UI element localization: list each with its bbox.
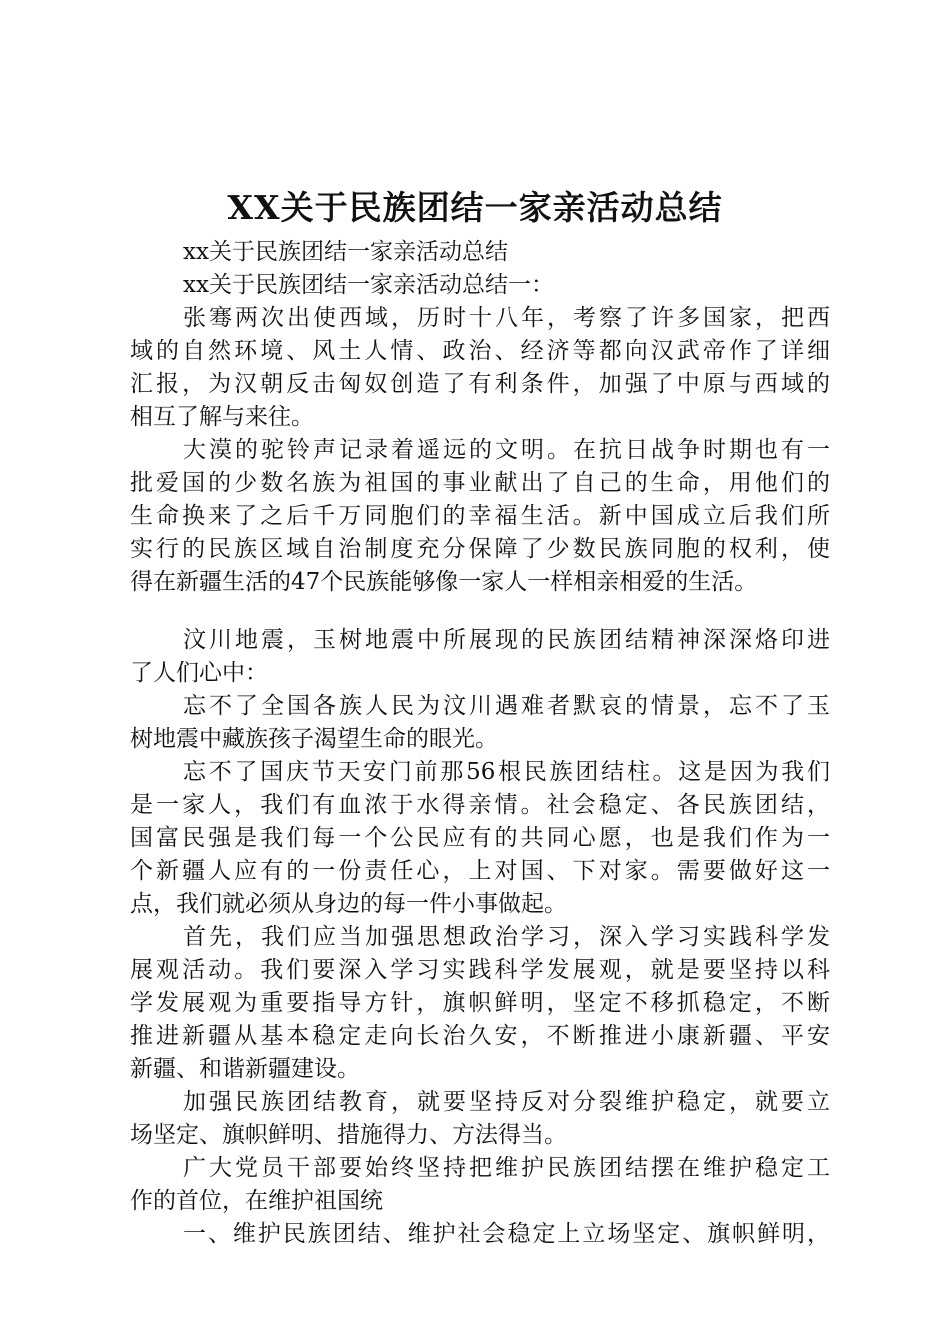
text-line: 新疆、和谐新疆建设。 <box>130 1056 360 1082</box>
text-line: 加强民族团结教育，就要坚持反对分裂维护稳定，就要立 <box>183 1089 830 1115</box>
text-line: 张骞两次出使西域，历时十八年，考察了许多国家，把西 <box>183 305 830 331</box>
text-line: xx关于民族团结一家亲活动总结 <box>183 239 508 265</box>
text-line: 场坚定、旗帜鲜明、措施得力、方法得当。 <box>130 1122 567 1148</box>
text-line: 国富民强是我们每一个公民应有的共同心愿，也是我们作为一 <box>130 825 830 851</box>
text-line: 得在新疆生活的47个民族能够像一家人一样相亲相爱的生活。 <box>130 569 758 595</box>
text-line: 大漠的驼铃声记录着遥远的文明。在抗日战争时期也有一 <box>183 437 830 463</box>
text-line: 汇报，为汉朝反击匈奴创造了有利条件，加强了中原与西域的 <box>130 371 830 397</box>
text-line: 域的自然环境、风土人情、政治、经济等都向汉武帝作了详细 <box>130 338 830 364</box>
document-title: XX关于民族团结一家亲活动总结 <box>227 188 723 227</box>
text-line: 树地震中藏族孩子渴望生命的眼光。 <box>130 726 498 752</box>
text-line: 一、维护民族团结、维护社会稳定上立场坚定、旗帜鲜明， <box>183 1221 830 1247</box>
text-line: 实行的民族区域自治制度充分保障了少数民族同胞的权利，使 <box>130 536 830 562</box>
text-line: 首先，我们应当加强思想政治学习，深入学习实践科学发 <box>183 924 830 950</box>
text-line: 忘不了国庆节天安门前那56根民族团结柱。这是因为我们 <box>183 759 830 785</box>
text-line: 相互了解与来往。 <box>130 404 314 430</box>
text-line: 汶川地震，玉树地震中所展现的民族团结精神深深烙印进 <box>183 627 830 653</box>
text-line: xx关于民族团结一家亲活动总结一： <box>183 272 554 298</box>
paragraph-spacer <box>130 599 830 624</box>
text-line: 了人们心中： <box>130 660 268 686</box>
text-line: 作的首位，在维护祖国统 <box>130 1188 383 1214</box>
text-line: 忘不了全国各族人民为汶川遇难者默哀的情景，忘不了玉 <box>183 693 830 719</box>
text-line: 广大党员干部要始终坚持把维护民族团结摆在维护稳定工 <box>183 1155 830 1181</box>
text-line: 是一家人，我们有血浓于水得亲情。社会稳定、各民族团结， <box>130 792 830 818</box>
text-line: 学发展观为重要指导方针，旗帜鲜明，坚定不移抓稳定，不断 <box>130 990 830 1016</box>
text-line: 生命换来了之后千万同胞们的幸福生活。新中国成立后我们所 <box>130 503 830 529</box>
document-body <box>130 236 830 1251</box>
text-line: 点，我们就必须从身边的每一件小事做起。 <box>130 891 567 917</box>
text-line: 批爱国的少数名族为祖国的事业献出了自己的生命，用他们的 <box>130 470 830 496</box>
text-line: 个新疆人应有的一份责任心，上对国、下对家。需要做好这一 <box>130 858 830 884</box>
text-line: 展观活动。我们要深入学习实践科学发展观，就是要坚持以科 <box>130 957 830 983</box>
text-line: 推进新疆从基本稳定走向长治久安，不断推进小康新疆、平安 <box>130 1023 830 1049</box>
